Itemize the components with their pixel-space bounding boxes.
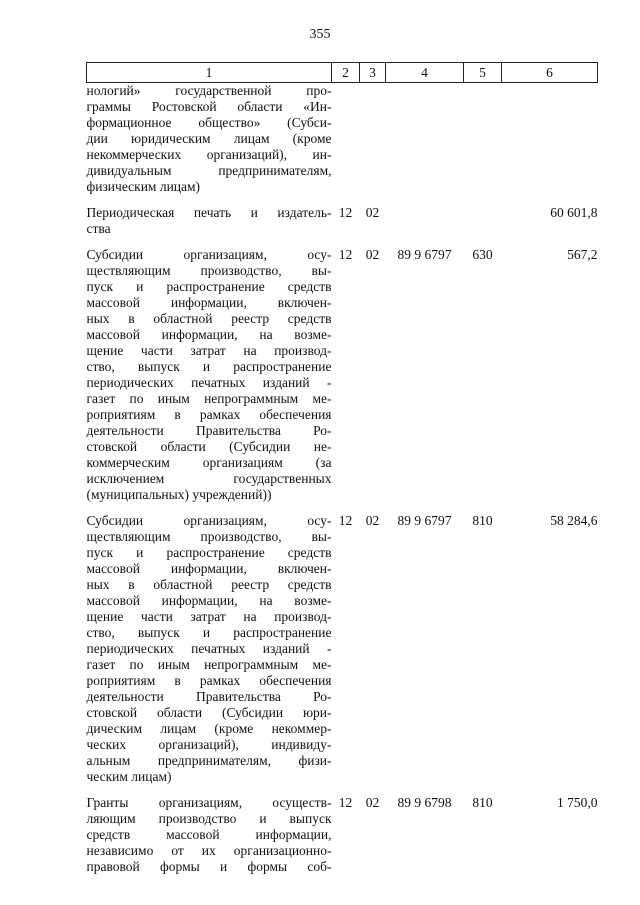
subsection-code: 02	[365, 205, 380, 220]
target-article-code	[386, 83, 464, 196]
description-line: пуск и распространение средств	[86, 545, 332, 560]
spacer-cell	[87, 785, 332, 795]
target-article-code	[386, 205, 464, 237]
header-col-2: 2	[332, 63, 360, 83]
header-col-5: 5	[464, 63, 502, 83]
header-col-6: 6	[502, 63, 598, 83]
row-spacer	[87, 785, 598, 795]
row-description	[87, 247, 332, 503]
spacer-cell	[502, 785, 598, 795]
header-col-4: 4	[386, 63, 464, 83]
spacer-cell	[502, 237, 598, 247]
expense-type-code: 630	[472, 247, 493, 262]
description-line: дивидуальным предпринимателям,	[86, 163, 332, 178]
spacer-cell	[332, 195, 360, 205]
description-line: массовой информации, на возме-	[86, 327, 332, 342]
row-description	[87, 83, 332, 196]
amount-value: 1 750,0	[557, 795, 598, 810]
row-description	[87, 205, 332, 237]
row-description	[87, 513, 332, 785]
description-line: ных в областной реестр средств	[86, 577, 332, 592]
description-line: граммы Ростовской области «Ин-	[86, 99, 332, 114]
description-line: физическим лицам)	[86, 179, 201, 194]
row-spacer	[87, 237, 598, 247]
section-code: 12	[338, 205, 353, 220]
spacer-cell	[360, 503, 386, 513]
header-col-3: 3	[360, 63, 386, 83]
spacer-cell	[386, 195, 464, 205]
description-line: ческих организаций), индивиду-	[86, 737, 332, 752]
target-article-code: 89 9 6798	[397, 795, 452, 810]
table-row	[87, 205, 598, 237]
spacer-cell	[360, 237, 386, 247]
description-line: Субсидии организациям, осу-	[86, 513, 332, 528]
description-line: пуск и распространение средств	[86, 279, 332, 294]
target-article-code: 89 9 6797	[397, 513, 452, 528]
spacer-cell	[502, 195, 598, 205]
expense-type-code	[464, 205, 502, 237]
description-line: формационное общество» (Субси-	[86, 115, 332, 130]
description-line: газет по иным непрограммным ме-	[86, 391, 332, 406]
description-line: периодических печатных изданий -	[86, 641, 332, 656]
amount-value: 58 284,6	[550, 513, 598, 528]
table-row	[87, 795, 598, 875]
description-line: стовской области (Субсидии юри-	[86, 705, 332, 720]
description-line: деятельности Правительства Ро-	[86, 689, 332, 704]
description-line: ческим лицам)	[86, 769, 172, 784]
subsection-code	[360, 83, 386, 196]
table-row	[87, 247, 598, 503]
spacer-cell	[87, 195, 332, 205]
row-description	[87, 795, 332, 875]
description-line: исключением государственных	[86, 471, 332, 486]
expense-type-code: 810	[472, 513, 493, 528]
row-spacer	[87, 195, 598, 205]
description-line: щение части затрат на производ-	[86, 609, 332, 624]
spacer-cell	[332, 503, 360, 513]
description-line: массовой информации, на возме-	[86, 593, 332, 608]
description-line: ществляющим производство, вы-	[86, 263, 332, 278]
description-line: стовской области (Субсидии не-	[86, 439, 332, 454]
description-line: ство, выпуск и распространение	[86, 625, 332, 640]
subsection-code: 02	[365, 795, 380, 810]
spacer-cell	[332, 237, 360, 247]
spacer-cell	[502, 503, 598, 513]
section-code: 12	[338, 513, 353, 528]
spacer-cell	[360, 195, 386, 205]
description-line: массовой информации, включен-	[86, 561, 332, 576]
header-col-1: 1	[87, 63, 332, 83]
amount-value: 60 601,8	[550, 205, 598, 220]
table-row	[87, 513, 598, 785]
description-line: ство, выпуск и распространение	[86, 359, 332, 374]
spacer-cell	[464, 195, 502, 205]
spacer-cell	[464, 237, 502, 247]
description-line: Гранты организациям, осуществ-	[86, 795, 332, 810]
subsection-code: 02	[365, 247, 380, 262]
table-header	[87, 63, 598, 83]
subsection-code: 02	[365, 513, 380, 528]
spacer-cell	[332, 785, 360, 795]
description-line: ществляющим производство, вы-	[86, 529, 332, 544]
description-line: ства	[86, 221, 111, 236]
page-number: 355	[309, 27, 331, 42]
expense-type-code: 810	[472, 795, 493, 810]
description-line: дии юридическим лицам (кроме	[86, 131, 332, 146]
description-line: коммерческим организациям (за	[86, 455, 332, 470]
description-line: щение части затрат на производ-	[86, 343, 332, 358]
description-line: массовой информации, включен-	[86, 295, 332, 310]
description-line: ляющим производство и выпуск	[86, 811, 332, 826]
spacer-cell	[87, 237, 332, 247]
description-line: альным предпринимателям, физи-	[86, 753, 332, 768]
description-line: правовой формы и формы соб-	[86, 859, 332, 874]
description-line: периодических печатных изданий -	[86, 375, 332, 390]
spacer-cell	[464, 785, 502, 795]
table-row	[87, 83, 598, 196]
description-line: Субсидии организациям, осу-	[86, 247, 332, 262]
spacer-cell	[386, 237, 464, 247]
budget-table	[86, 62, 598, 875]
description-line: ных в областной реестр средств	[86, 311, 332, 326]
row-spacer	[87, 503, 598, 513]
description-line: газет по иным непрограммным ме-	[86, 657, 332, 672]
spacer-cell	[87, 503, 332, 513]
table-body	[87, 83, 598, 876]
spacer-cell	[464, 503, 502, 513]
description-line: дическим лицам (кроме некоммер-	[86, 721, 332, 736]
expense-type-code	[464, 83, 502, 196]
amount-value	[502, 83, 598, 196]
section-code: 12	[338, 795, 353, 810]
description-line: средств массовой информации,	[86, 827, 332, 842]
section-code: 12	[338, 247, 353, 262]
description-line: Периодическая печать и издатель-	[86, 205, 332, 220]
spacer-cell	[386, 785, 464, 795]
spacer-cell	[360, 785, 386, 795]
description-line: некоммерческих организаций), ин-	[86, 147, 332, 162]
description-line: (муниципальных) учреждений))	[86, 487, 272, 502]
description-line: роприятиям в рамках обеспечения	[86, 407, 332, 422]
spacer-cell	[386, 503, 464, 513]
amount-value: 567,2	[567, 247, 598, 262]
description-line: нологий» государственной про-	[86, 83, 332, 98]
description-line: деятельности Правительства Ро-	[86, 423, 332, 438]
description-line: независимо от их организационно-	[86, 843, 332, 858]
section-code	[332, 83, 360, 196]
description-line: роприятиям в рамках обеспечения	[86, 673, 332, 688]
target-article-code: 89 9 6797	[397, 247, 452, 262]
